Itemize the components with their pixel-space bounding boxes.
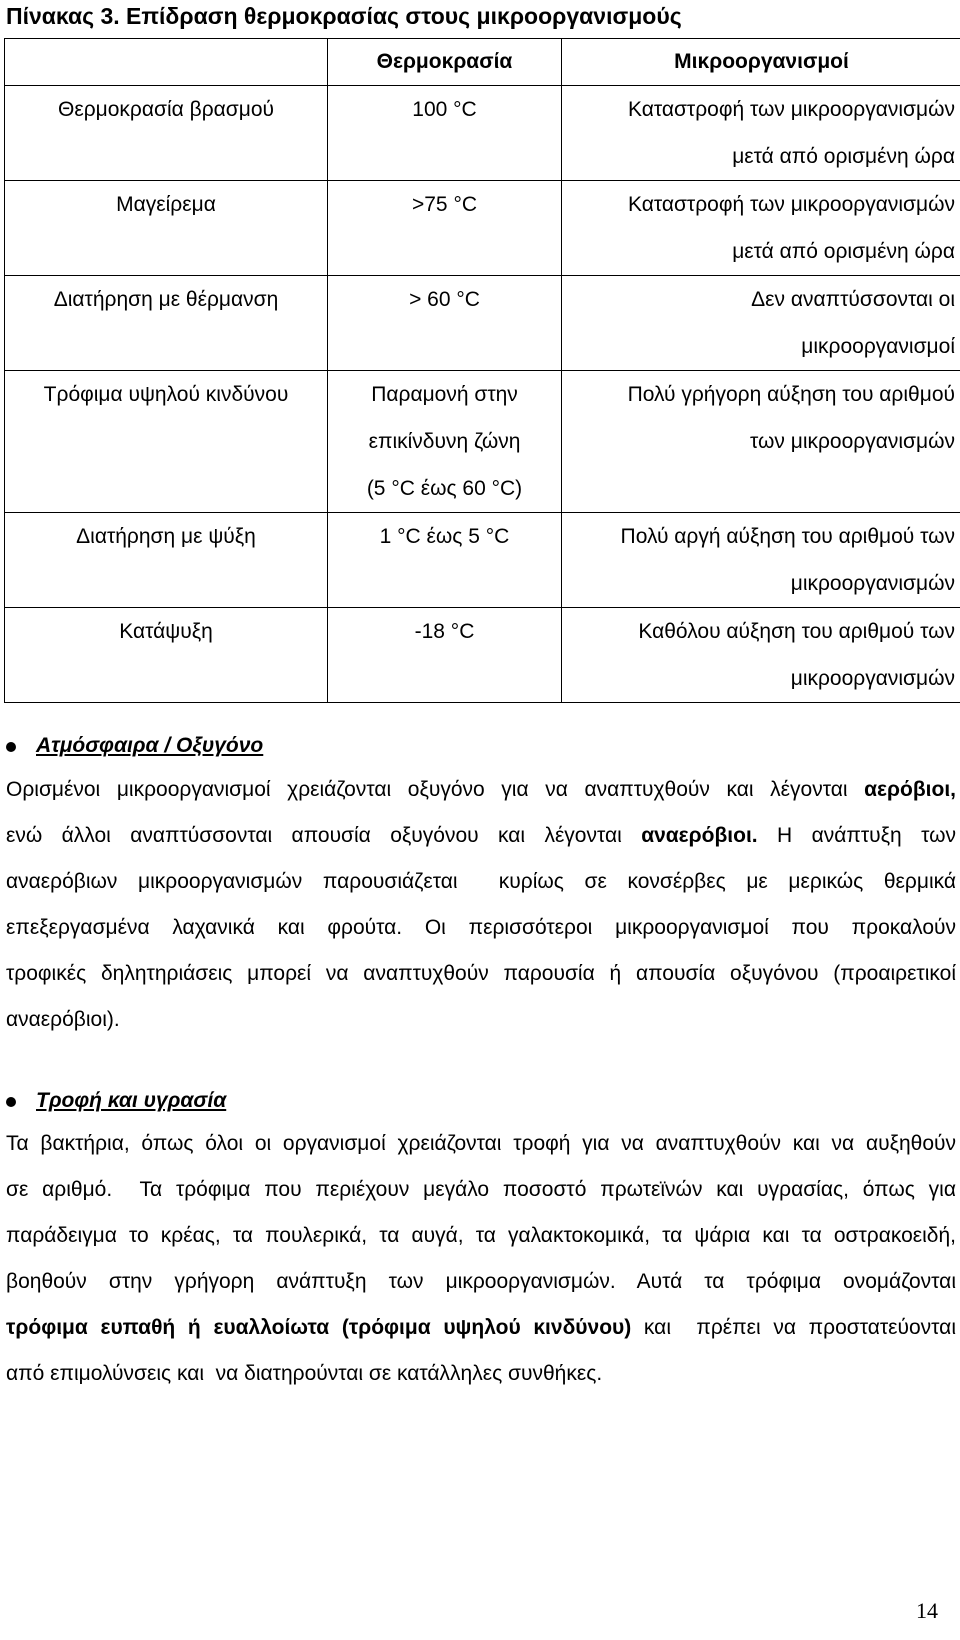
cell-text-line: (5 °C έως 60 °C) xyxy=(366,477,523,500)
text-run: ενώ άλλοι αναπτύσσονται απουσία οξυγόνου και λέγονται xyxy=(6,824,642,847)
paragraph-atmosphere xyxy=(6,767,956,1043)
paragraph-line xyxy=(6,859,956,905)
row-effect-cell xyxy=(562,181,960,276)
row-temperature-cell xyxy=(328,513,562,608)
paragraph-line xyxy=(6,1259,956,1305)
cell-text-line: Παραμονή στην xyxy=(371,383,518,406)
text-run: τροφικές δηλητηριάσεις μπορεί να αναπτυχθούν παρουσία ή απουσία οξυγόνου (προαιρετικοί xyxy=(6,962,956,985)
cell-text-line: Πολύ αργή αύξηση του αριθμού των xyxy=(620,525,955,548)
cell-text-line: μετά από ορισμένη ώρα xyxy=(732,145,955,168)
text-run: σε αριθμό. Τα τρόφιμα που περιέχουν μεγάλο ποσοστό πρωτεϊνών και υγρασίας, όπως για xyxy=(6,1178,956,1201)
cell-text-line: >75 °C xyxy=(411,193,478,216)
row-temperature-cell xyxy=(328,276,562,371)
paragraph-line xyxy=(6,951,956,997)
section-heading: Τροφή και υγρασία xyxy=(36,1089,227,1112)
bullet-icon xyxy=(6,1097,16,1107)
paragraph-line xyxy=(6,1213,956,1259)
paragraph-line xyxy=(6,1167,956,1213)
paragraph-food-moisture xyxy=(6,1121,956,1397)
bold-term: αερόβιοι, xyxy=(864,778,956,801)
section-heading: Ατμόσφαιρα / Οξυγόνο xyxy=(36,734,264,757)
cell-text-line: μετά από ορισμένη ώρα xyxy=(732,240,955,263)
text-run: Τα βακτήρια, όπως όλοι οι οργανισμοί χρειάζονται τροφή για να αναπτυχθούν και να αυξηθούν xyxy=(6,1132,956,1155)
table-row xyxy=(5,276,960,371)
table-header-row xyxy=(5,39,960,86)
cell-text-line: μικροοργανισμών xyxy=(790,572,955,595)
text-run: επεξεργασμένα λαχανικά και φρούτα. Οι περισσότεροι μικροοργανισμοί που προκαλούν xyxy=(6,916,956,939)
cell-text-line: Μαγείρεμα xyxy=(116,193,216,216)
paragraph-line xyxy=(6,813,956,859)
paragraph-line xyxy=(6,1351,956,1397)
cell-text-line: Καταστροφή των μικροοργανισμών xyxy=(627,193,955,216)
row-effect-cell xyxy=(562,86,960,181)
bold-term: αναερόβιοι. xyxy=(641,824,758,847)
bold-term: τρόφιμα ευπαθή ή ευαλλοίωτα (τρόφιμα υψηλού κινδύνου) xyxy=(6,1316,632,1339)
cell-text-line: επικίνδυνη ζώνη xyxy=(368,430,521,453)
table-row xyxy=(5,181,960,276)
row-temperature-cell xyxy=(328,371,562,513)
row-label-cell xyxy=(5,181,328,276)
cell-text-line: 1 °C έως 5 °C xyxy=(379,525,510,548)
row-label-cell xyxy=(5,371,328,513)
cell-text-line: Πολύ γρήγορη αύξηση του αριθμού xyxy=(627,383,955,406)
text-run: Ορισμένοι μικροοργανισμοί χρειάζονται οξυγόνο για να αναπτυχθούν και λέγονται xyxy=(6,778,865,801)
row-temperature-cell xyxy=(328,86,562,181)
text-run: Η ανάπτυξη των xyxy=(757,824,956,847)
table-row xyxy=(5,86,960,181)
paragraph-line xyxy=(6,1121,956,1167)
text-run: από επιμολύνσεις και να διατηρούνται σε κατάλληλες συνθήκες. xyxy=(6,1362,603,1385)
cell-text-line: μικροοργανισμών xyxy=(790,667,955,690)
page-number: 14 xyxy=(916,1598,938,1623)
cell-text-line: Δεν αναπτύσσονται οι xyxy=(751,288,955,311)
cell-text-line: 100 °C xyxy=(412,98,477,121)
row-label-cell xyxy=(5,608,328,703)
text-run: αναερόβιων μικροοργανισμών παρουσιάζεται κυρίως σε κονσέρβες με μερικώς θερμικά xyxy=(6,870,956,893)
cell-text-line: Τρόφιμα υψηλού κινδύνου xyxy=(43,383,289,406)
table-caption: Πίνακας 3. Επίδραση θερμοκρασίας στους μικροοργανισμούς xyxy=(6,3,682,29)
paragraph-line xyxy=(6,905,956,951)
cell-text-line: μικροοργανισμοί xyxy=(801,335,955,358)
cell-text-line: Κατάψυξη xyxy=(119,620,213,643)
cell-text-line: Καθόλου αύξηση του αριθμού των xyxy=(638,620,955,643)
text-run: βοηθούν στην γρήγορη ανάπτυξη των μικροοργανισμών. Αυτά τα τρόφιμα ονομάζονται xyxy=(6,1270,956,1293)
row-effect-cell xyxy=(562,608,960,703)
cell-text-line: Θερμοκρασία βρασμού xyxy=(58,98,274,121)
header-empty-cell xyxy=(5,39,328,86)
table-row xyxy=(5,513,960,608)
row-effect-cell xyxy=(562,371,960,513)
table-row xyxy=(5,371,960,513)
text-run: και πρέπει να προστατεύονται xyxy=(631,1316,956,1339)
row-temperature-cell xyxy=(328,608,562,703)
cell-text-line: των μικροοργανισμών xyxy=(749,430,955,453)
paragraph-line xyxy=(6,767,956,813)
row-effect-cell xyxy=(562,513,960,608)
row-label-cell xyxy=(5,276,328,371)
header-temperature: Θερμοκρασία xyxy=(328,39,562,86)
cell-text-line: > 60 °C xyxy=(409,288,480,311)
cell-text-line: -18 °C xyxy=(414,620,475,643)
cell-text-line: Διατήρηση με ψύξη xyxy=(76,525,256,548)
temperature-effects-table xyxy=(4,38,960,703)
paragraph-line xyxy=(6,997,956,1043)
row-effect-cell xyxy=(562,276,960,371)
text-run: παράδειγμα το κρέας, τα πουλερικά, τα αυγά, τα γαλακτοκομικά, τα ψάρια και τα οστρακοειδή, xyxy=(6,1224,956,1247)
row-label-cell xyxy=(5,86,328,181)
text-run: αναερόβιοι). xyxy=(6,1008,120,1031)
header-microorganisms: Μικροοργανισμοί xyxy=(562,39,960,86)
row-temperature-cell xyxy=(328,181,562,276)
row-label-cell xyxy=(5,513,328,608)
cell-text-line: Καταστροφή των μικροοργανισμών xyxy=(627,98,955,121)
paragraph-line xyxy=(6,1305,956,1351)
cell-text-line: Διατήρηση με θέρμανση xyxy=(53,288,279,311)
bullet-icon xyxy=(6,742,16,752)
table-row xyxy=(5,608,960,703)
